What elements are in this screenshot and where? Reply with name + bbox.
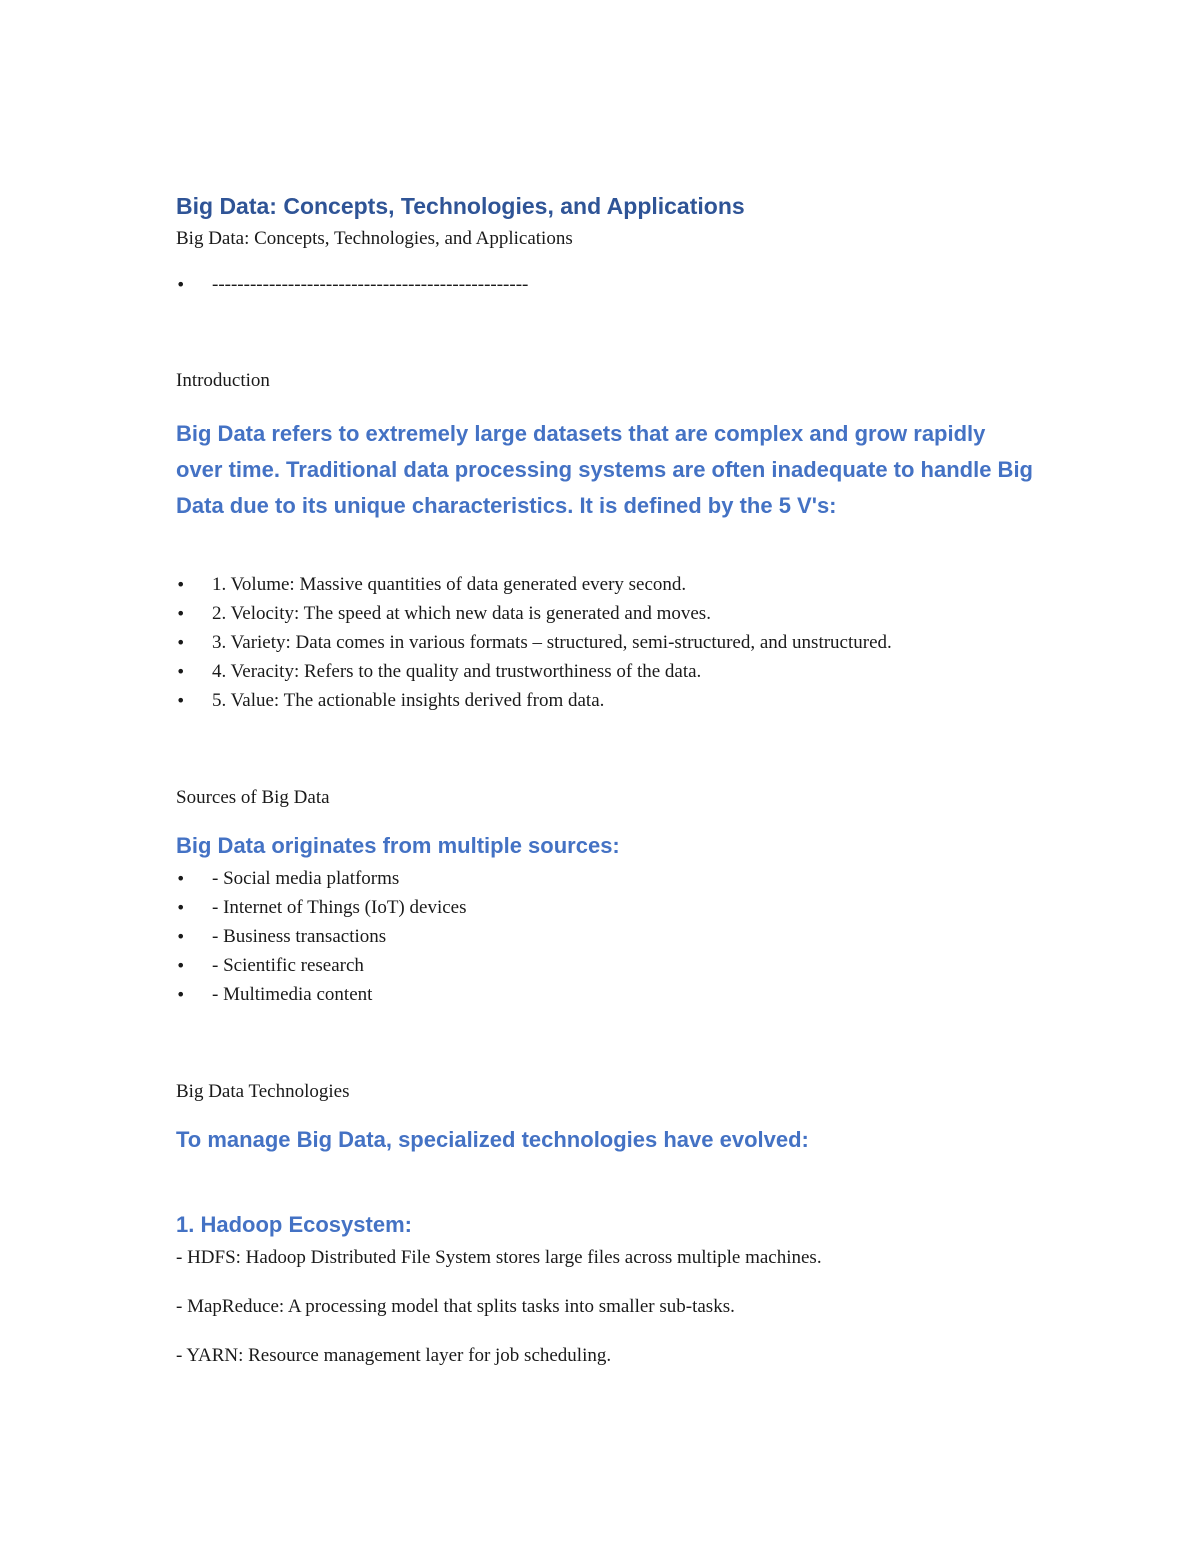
list-item: • - Business transactions: [176, 922, 1036, 951]
technologies-label: Big Data Technologies: [176, 1081, 350, 1102]
document-subtitle: Big Data: Concepts, Technologies, and Applications: [176, 228, 573, 249]
list-item: • 4. Veracity: Refers to the quality and trustworthiness of the data.: [176, 657, 1036, 686]
sources-label: Sources of Big Data: [176, 787, 330, 808]
list-item: • - Scientific research: [176, 951, 1036, 980]
sources-list: [176, 864, 1036, 1009]
hadoop-item-mapreduce: - MapReduce: A processing model that splits tasks into smaller sub-tasks.: [176, 1296, 735, 1317]
technologies-lead: To manage Big Data, specialized technologies have evolved:: [176, 1127, 809, 1152]
separator-list: [176, 270, 1036, 299]
list-item: • 3. Variety: Data comes in various formats – structured, semi-structured, and unstructured.: [176, 628, 1036, 657]
separator-line: • --------------------------------------------------: [176, 270, 1036, 299]
list-item: • - Social media platforms: [176, 864, 1036, 893]
intro-label: Introduction: [176, 370, 270, 391]
hadoop-item-yarn: - YARN: Resource management layer for job scheduling.: [176, 1345, 612, 1366]
hadoop-item-hdfs: - HDFS: Hadoop Distributed File System stores large files across multiple machines.: [176, 1247, 822, 1268]
list-item: • 1. Volume: Massive quantities of data generated every second.: [176, 570, 1036, 599]
list-item: • 2. Velocity: The speed at which new data is generated and moves.: [176, 599, 1036, 628]
list-item: • - Internet of Things (IoT) devices: [176, 893, 1036, 922]
five-vs-list: [176, 570, 1036, 715]
list-item: • - Multimedia content: [176, 980, 1036, 1009]
document-title: Big Data: Concepts, Technologies, and Applications: [176, 193, 745, 219]
hadoop-heading: 1. Hadoop Ecosystem:: [176, 1212, 412, 1237]
sources-lead: Big Data originates from multiple sources:: [176, 833, 620, 858]
document-content: [176, 190, 1036, 1370]
intro-lead: Big Data refers to extremely large datasets that are complex and grow rapidly over time. Traditional data processing systems are often inadequate to handle Big Data due to its unique characteristics. It is defined by the 5 V's:: [176, 421, 1033, 518]
list-item: • 5. Value: The actionable insights derived from data.: [176, 686, 1036, 715]
